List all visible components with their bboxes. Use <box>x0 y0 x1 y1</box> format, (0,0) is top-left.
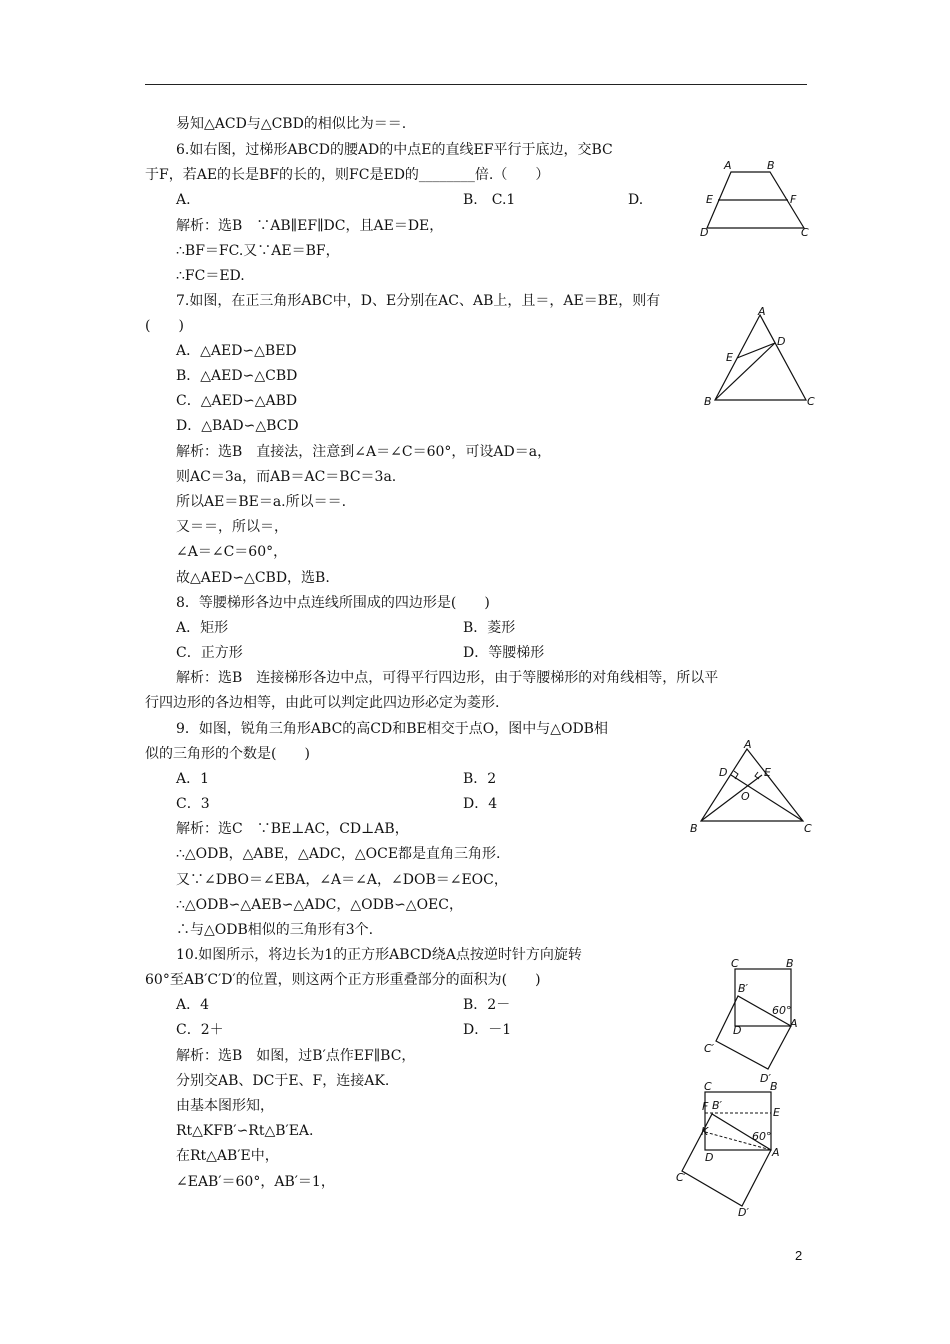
text-line: 6.如右图，过梯形ABCD的腰AD的中点E的直线EF平行于底边，交BC <box>176 142 613 158</box>
label-K: K <box>701 1125 709 1138</box>
label-E: E <box>726 351 733 364</box>
text-line: ∠EAB′＝60°，AB′＝1， <box>176 1174 335 1190</box>
text-line: 10.如图所示，将边长为1的正方形ABCD绕A点按逆时针方向旋转 <box>176 947 582 963</box>
text-line: D．－1 <box>463 1022 512 1038</box>
header-rule <box>145 84 807 85</box>
label-F: F <box>702 1100 709 1113</box>
text-line: 则AC＝3a，而AB＝AC＝BC＝3a. <box>176 469 397 485</box>
label-E: E <box>764 766 771 779</box>
text-line: 解析：选B 直接法，注意到∠A＝∠C＝60°，可设AD＝a， <box>176 444 552 460</box>
text-line: 故△AED∽△CBD，选B. <box>176 570 330 586</box>
text-line: C．△AED∽△ABD <box>176 393 298 409</box>
text-line: ∴BF＝FC.又∵AE＝BF， <box>176 243 340 259</box>
label-C-prime: C′ <box>704 1042 715 1055</box>
text-line: ∴△ODB∽△AEB∽△ADC，△ODB∽△OEC， <box>176 897 463 913</box>
text-line: A．矩形 <box>176 620 229 636</box>
text-line: 解析：选C ∵BE⊥AC，CD⊥AB， <box>176 821 409 837</box>
text-line: 又∵∠DBO＝∠EBA，∠A＝∠A，∠DOB＝∠EOC， <box>176 872 508 888</box>
text-line: D．△BAD∽△BCD <box>176 418 299 434</box>
label-B: B <box>786 957 794 970</box>
label-B-prime: B′ <box>712 1099 723 1112</box>
text-line: 由基本图形知， <box>176 1098 274 1114</box>
text-line: D．等腰梯形 <box>463 645 545 661</box>
text-line: 7.如图，在正三角形ABC中，D、E分别在AC、AB上，且＝，AE＝BE，则有 <box>176 293 661 309</box>
text-line: 又＝＝，所以＝， <box>176 519 288 535</box>
text-line: B．2 <box>463 771 497 787</box>
text-line: A．△AED∽△BED <box>176 343 297 359</box>
label-angle-60: 60° <box>752 1130 772 1143</box>
label-E: E <box>706 193 713 206</box>
label-D: D <box>705 1151 714 1164</box>
label-D: D <box>733 1024 742 1037</box>
text-line: A. <box>176 192 191 208</box>
text-line: B．△AED∽△CBD <box>176 368 298 384</box>
text-line: 行四边形的各边相等，由此可以判定此四边形必定为菱形. <box>145 695 500 711</box>
label-B: B <box>690 822 698 835</box>
text-line: A．1 <box>176 771 210 787</box>
figure-trapezoid <box>700 158 815 238</box>
text-line: B. C.1 <box>463 192 516 208</box>
label-C: C <box>801 226 809 239</box>
label-D-prime: D′ <box>738 1206 749 1219</box>
text-line: A．4 <box>176 997 210 1013</box>
text-line: D．4 <box>463 796 498 812</box>
text-line: 分别交AB、DC于E、F，连接AK. <box>176 1073 390 1089</box>
label-A: A <box>744 738 752 751</box>
label-O: O <box>741 790 750 803</box>
figure-triangle-q9 <box>686 738 816 838</box>
label-C: C <box>807 395 815 408</box>
text-line: 解析：选B 如图，过B′点作EF∥BC， <box>176 1048 416 1064</box>
label-B-prime: B′ <box>738 982 749 995</box>
label-A: A <box>790 1017 798 1030</box>
figure-squares-q10 <box>700 955 825 1085</box>
label-A: A <box>772 1146 780 1159</box>
label-A: A <box>758 305 766 318</box>
label-F: F <box>790 193 797 206</box>
label-E: E <box>773 1106 780 1119</box>
text-line: 8．等腰梯形各边中点连线所围成的四边形是( ) <box>176 595 490 611</box>
figure-squares-q10-solution <box>672 1078 797 1218</box>
text-line: C．2＋ <box>176 1022 224 1038</box>
label-D: D <box>700 226 709 239</box>
text-line: ∴与△ODB相似的三角形有3个. <box>176 922 374 938</box>
text-line: 解析：选B 连接梯形各边中点，可得平行四边形，由于等腰梯形的对角线相等，所以平 <box>176 670 719 686</box>
text-line: ∴△ODB，△ABE，△ADC，△OCE都是直角三角形. <box>176 846 501 862</box>
text-line: B．菱形 <box>463 620 516 636</box>
text-line: 似的三角形的个数是( ) <box>145 746 310 762</box>
text-line: 所以AE＝BE＝a.所以＝＝. <box>176 494 347 510</box>
label-B: B <box>704 395 712 408</box>
label-C: C <box>731 957 739 970</box>
text-line: ∴FC＝ED. <box>176 268 245 284</box>
text-line: 于F，若AE的长是BF的长的，则FC是ED的________倍.（ ） <box>145 167 550 183</box>
page-number: 2 <box>795 1248 803 1263</box>
figure-triangle-q7 <box>700 306 825 408</box>
text-line: C．3 <box>176 796 210 812</box>
text-line: ∠A＝∠C＝60°， <box>176 544 288 560</box>
label-C: C <box>704 1080 712 1093</box>
label-A: A <box>724 159 732 172</box>
text-line: Rt△KFB′∽Rt△B′EA. <box>176 1123 314 1139</box>
text-line: 易知△ACD与△CBD的相似比为＝＝. <box>176 116 407 132</box>
label-D: D <box>777 335 786 348</box>
label-D: D <box>719 766 728 779</box>
label-angle-60: 60° <box>772 1004 792 1017</box>
text-line: 60°至AB′C′D′的位置，则这两个正方形重叠部分的面积为( ) <box>145 972 541 988</box>
text-line: D. <box>628 192 644 208</box>
text-line: 在Rt△AB′E中， <box>176 1148 279 1164</box>
text-line: 9．如图，锐角三角形ABC的高CD和BE相交于点O，图中与△ODB相 <box>176 721 608 737</box>
label-C-prime: C′ <box>676 1171 687 1184</box>
text-line: B．2－ <box>463 997 511 1013</box>
label-C: C <box>804 822 812 835</box>
label-B: B <box>767 159 775 172</box>
text-line: C．正方形 <box>176 645 243 661</box>
text-line: 解析：选B ∵AB∥EF∥DC，且AE＝DE， <box>176 218 444 234</box>
label-D-prime: D′ <box>760 1072 771 1085</box>
text-line: ( ) <box>145 318 184 334</box>
label-B: B <box>770 1080 778 1093</box>
